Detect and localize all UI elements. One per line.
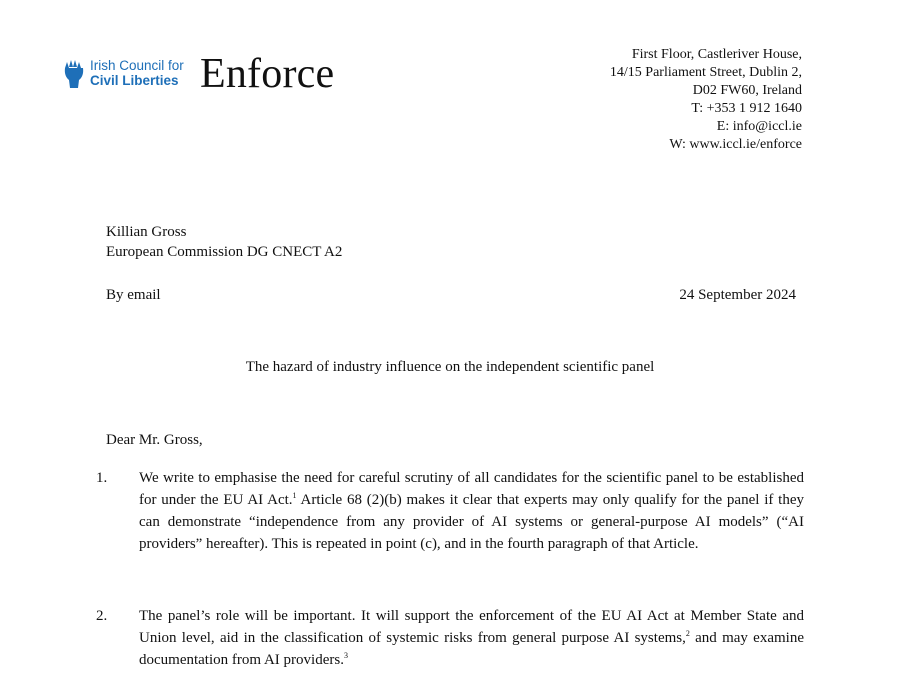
website-line: W: www.iccl.ie/enforce — [669, 137, 802, 152]
enforce-wordmark: Enforce — [200, 51, 335, 97]
phone-line: T: +353 1 912 1640 — [691, 101, 802, 116]
delivery-method: By email — [106, 287, 161, 303]
paragraph-text-part: The panel’s role will be important. It will support the enforcement of the EU AI Act at Member State and Union level, aid in the classification of systemic risks from general purpose AI systems, — [139, 608, 804, 646]
paragraph-text — [139, 605, 804, 671]
organisation-name-line1: Irish Council for — [90, 58, 184, 73]
salutation: Dear Mr. Gross, — [106, 432, 203, 448]
paragraph-number: 2. — [96, 608, 108, 624]
paragraph-number: 1. — [96, 470, 108, 486]
address-line: 14/15 Parliament Street, Dublin 2, — [609, 65, 802, 80]
paragraph-text-part: and may examine documentation from AI providers. — [139, 630, 804, 668]
address-line: D02 FW60, Ireland — [692, 83, 802, 98]
recipient-organisation: European Commission DG CNECT A2 — [106, 244, 343, 260]
paragraph-text-part: We write to emphasise the need for careful scrutiny of all candidates for the scientific panel to be established for under the EU AI Act. — [139, 470, 804, 508]
paragraph-1 — [96, 467, 804, 555]
organisation-name — [90, 58, 184, 88]
organisation-name-line2: Civil Liberties — [90, 73, 179, 88]
email-line: E: info@iccl.ie — [716, 119, 802, 134]
footnote-ref: 2 — [685, 629, 690, 638]
hands-raised-logo-icon — [62, 58, 86, 88]
letter-subject: The hazard of industry influence on the independent scientific panel — [245, 359, 655, 375]
address-line: First Floor, Castleriver House, — [631, 47, 802, 62]
recipient-block — [106, 222, 342, 262]
recipient-name: Killian Gross — [106, 224, 187, 240]
paragraph-2 — [96, 605, 804, 671]
sender-address — [610, 46, 802, 154]
footnote-ref: 1 — [292, 491, 297, 500]
footnote-ref: 3 — [343, 651, 348, 660]
paragraph-text-part: Article 68 (2)(b) makes it clear that experts may only qualify for the panel if they can demonstrate “independence from any provider of AI systems or general-purpose AI models” (“AI providers” hereafter). This is repeated in point (c), and in the fourth paragraph of that Article. — [139, 492, 804, 552]
letter-date: 24 September 2024 — [679, 287, 796, 303]
paragraph-text — [139, 467, 804, 555]
